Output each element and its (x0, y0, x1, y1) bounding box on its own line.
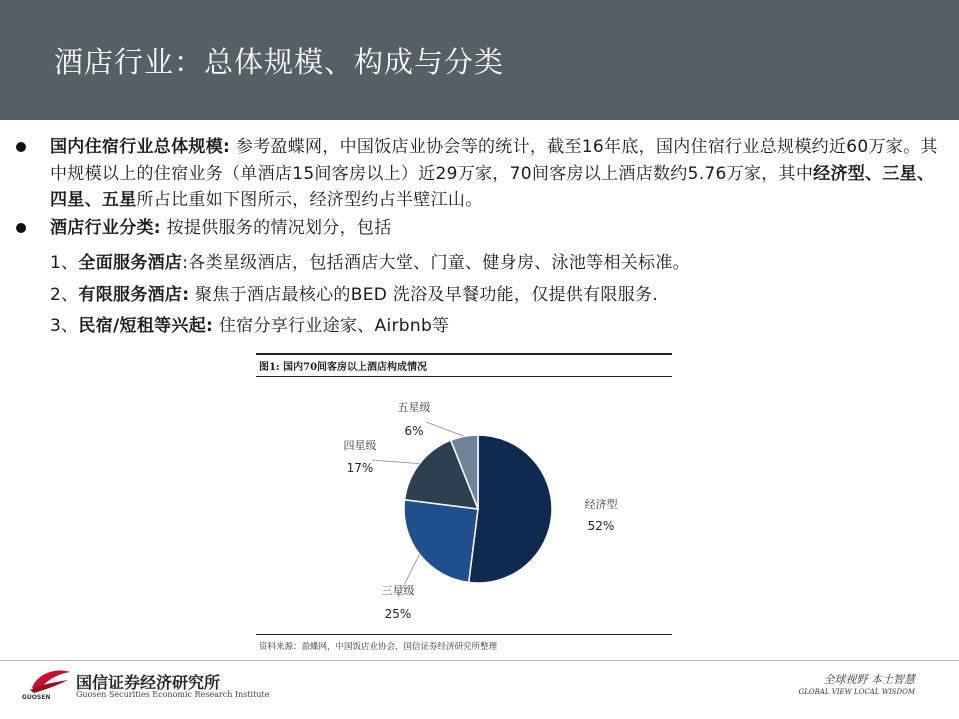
bullet-paragraph-1 (50, 134, 945, 214)
figure-bottom-rule (256, 634, 672, 635)
pie-chart (256, 380, 672, 632)
logo-brand-text: GUOSEN (22, 694, 51, 701)
sub-item-3-text: 住宿分享行业途家、Airbnb等 (213, 316, 450, 336)
bullet-dot-2 (16, 223, 26, 233)
bullet-1-emphasis: 经济型、三星、四星、五星 (50, 163, 935, 210)
pie-leader-2 (372, 460, 420, 464)
sub-item-1-num: 1、 (50, 253, 79, 273)
pie-value-label-1: 25% (384, 607, 412, 621)
pie-value-label-2: 17% (346, 461, 374, 475)
sub-item-1 (50, 248, 690, 273)
bullet-paragraph-2 (50, 215, 945, 242)
figure-title-rule (256, 376, 672, 377)
bullet-1-text-a: 参考盈蝶网，中国饭店业协会等的统计，截至16年底，国内住宿行业总规模约近60万家。其中规模以上的住宿业务（单酒店15间客房以上）近29万家，70间客房以上酒店数约5.76万家，其中 (50, 137, 938, 184)
sub-item-3-num: 3、 (50, 316, 79, 336)
sub-item-2-text: 聚焦于酒店最核心的BED 洗浴及早餐功能，仅提供有限服务. (189, 285, 659, 305)
page-title: 酒店行业：总体规模、构成与分类 (54, 45, 505, 79)
company-name-cn: 国信证券经济研究所 (76, 673, 221, 692)
figure-title: 图1: 国内70间客房以上酒店构成情况 (259, 362, 428, 373)
sub-item-2-num: 2、 (50, 285, 79, 305)
sub-item-1-label: 全面服务酒店 (78, 253, 183, 273)
bullet-1-lead: 国内住宿行业总体规模: (50, 137, 231, 157)
sub-item-3-label: 民宿/短租等兴起: (78, 316, 214, 336)
sub-item-1-text: :各类星级酒店，包括酒店大堂、门童、健身房、泳池等相关标准。 (182, 253, 690, 273)
bullet-2-text: 按提供服务的情况划分，包括 (160, 218, 392, 238)
pie-leader-3 (426, 422, 464, 436)
sub-item-2-label: 有限服务酒店: (78, 285, 190, 305)
slogan-en: GLOBAL VIEW LOCAL WISDOM (798, 688, 915, 696)
pie-slice-0 (469, 435, 552, 583)
pie-category-label-1: 三星级 (381, 584, 415, 597)
pie-value-label-3: 6% (404, 424, 424, 438)
pie-category-label-2: 四星级 (343, 439, 377, 452)
guosen-logo-icon (28, 666, 72, 694)
slogan-cn: 全球视野 本土智慧 (823, 673, 915, 686)
footer-rule (0, 660, 959, 661)
pie-category-label-0: 经济型 (584, 498, 618, 511)
sub-item-3 (50, 311, 449, 336)
pie-slice-1 (404, 500, 478, 583)
company-name-en: Guosen Securities Economic Research Institute (76, 690, 270, 699)
bullet-2-lead: 酒店行业分类: (50, 218, 161, 238)
figure-top-rule (256, 353, 672, 355)
pie-category-label-3: 五星级 (397, 401, 431, 414)
bullet-1-text-b: 所占比重如下图所示，经济型约占半壁江山。 (136, 190, 483, 210)
header-bar (0, 0, 959, 120)
sub-item-2 (50, 280, 658, 305)
bullet-dot-1 (16, 142, 26, 152)
figure-source: 资料来源：盈蝶网，中国饭店业协会，国信证券经济研究所整理 (259, 642, 498, 652)
pie-value-label-0: 52% (587, 519, 615, 533)
